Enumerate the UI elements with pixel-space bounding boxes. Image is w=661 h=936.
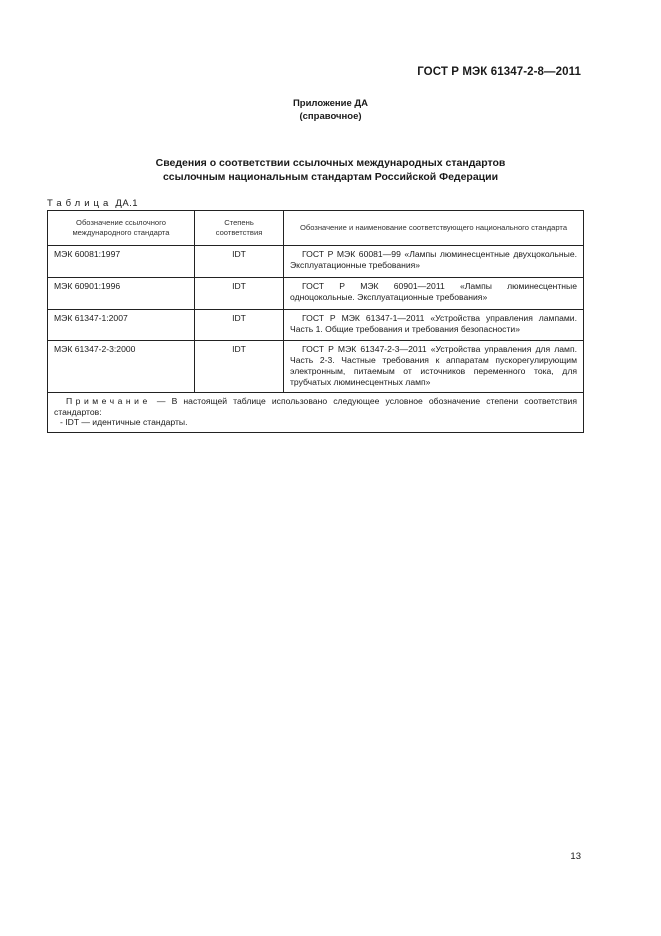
standard-code-header: ГОСТ Р МЭК 61347-2-8—2011 <box>417 66 581 78</box>
header-national-standard: Обозначение и наименование соответствующего национального стандарта <box>284 211 584 246</box>
header-degree: Степень соответствия <box>195 211 284 246</box>
degree-cell: IDT <box>195 278 284 310</box>
appendix-subtitle: (справочное) <box>299 111 362 122</box>
document-title-line-1: Сведения о соответствии ссылочных международных стандартов <box>155 157 506 169</box>
national-standard-cell: ГОСТ Р МЭК 61347-1—2011 «Устройства управления лампами. Часть 1. Общие требования и требования безопасности» <box>284 310 584 341</box>
table-caption-word: Таблица <box>47 198 113 209</box>
degree-cell: IDT <box>195 246 284 278</box>
national-standard-cell: ГОСТ Р МЭК 60081—99 «Лампы люминесцентные двухцокольные. Эксплуатационные требования» <box>284 246 584 278</box>
header-international-standard: Обозначение ссылочного международного стандарта <box>48 211 195 246</box>
intl-standard-cell: МЭК 60901:1996 <box>48 278 195 310</box>
appendix-title: Приложение ДА <box>292 98 369 109</box>
national-standard-cell: ГОСТ Р МЭК 60901—2011 «Лампы люминесцентные одноцокольные. Эксплуатационные требования» <box>284 278 584 310</box>
note-item: - IDT — идентичные стандарты. <box>60 417 188 427</box>
intl-standard-cell: МЭК 61347-2-3:2000 <box>48 341 195 393</box>
table-row <box>48 246 584 278</box>
intl-standard-cell: МЭК 61347-1:2007 <box>48 310 195 341</box>
national-standard-cell: ГОСТ Р МЭК 61347-2-3—2011 «Устройства управления для ламп. Часть 2-3. Частные требования к аппаратам пускорегулирующим электронным, питаемым от источников переменного тока, для трубчатых люминесцентных ламп» <box>284 341 584 393</box>
note-label: Примечание <box>66 396 151 406</box>
table-caption <box>47 198 138 209</box>
table-row <box>48 310 584 341</box>
table-row <box>48 278 584 310</box>
document-title-line-2: ссылочным национальным стандартам Российской Федерации <box>162 171 499 183</box>
note-text <box>54 396 577 417</box>
standards-correspondence-table <box>47 210 584 433</box>
note-body: — В настоящей таблице использовано следующее условное обозначение степени соответствия стандартов: <box>54 396 578 417</box>
table-note-row <box>48 393 584 433</box>
page-number: 13 <box>570 851 581 862</box>
table-header-row <box>48 211 584 246</box>
degree-cell: IDT <box>195 341 284 393</box>
table-note <box>48 393 584 433</box>
degree-cell: IDT <box>195 310 284 341</box>
intl-standard-cell: МЭК 60081:1997 <box>48 246 195 278</box>
document-title <box>0 156 661 184</box>
table-row <box>48 341 584 393</box>
table-caption-number: ДА.1 <box>115 198 139 209</box>
appendix-heading <box>0 97 661 123</box>
